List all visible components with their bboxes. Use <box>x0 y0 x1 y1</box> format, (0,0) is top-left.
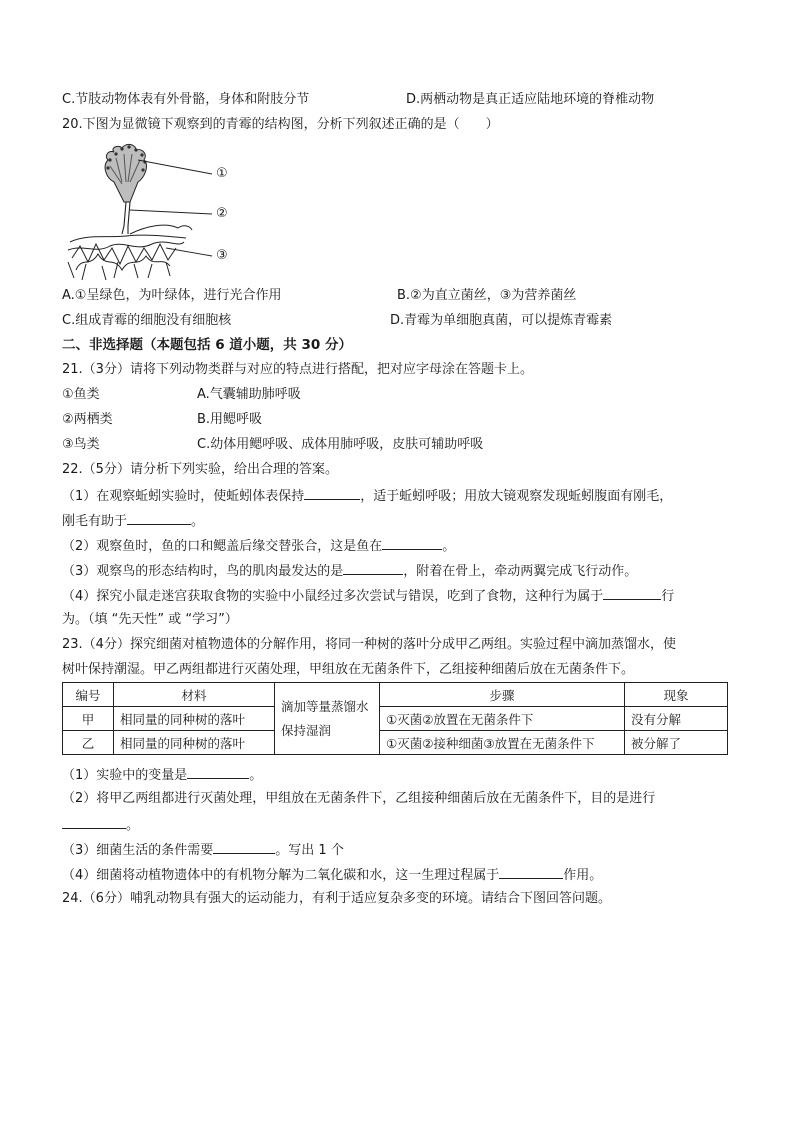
q23-p3-text-a: （3）细菌生活的条件需要 <box>62 843 214 858</box>
q23-p3-text-b: 。写出 1 个 <box>275 843 344 858</box>
q22-p1-blank-2[interactable] <box>127 511 191 525</box>
figure-label-2: ② <box>216 206 228 221</box>
q22-part1-line2 <box>62 511 204 531</box>
figure-label-1: ① <box>216 166 228 181</box>
q22-part1-line1 <box>62 486 672 506</box>
q23-p4-blank[interactable] <box>499 865 563 879</box>
q22-p2-blank[interactable] <box>382 536 442 550</box>
q19-option-d: D.两栖动物是真正适应陆地环境的脊椎动物 <box>406 92 655 107</box>
q22-p3-blank[interactable] <box>343 561 403 575</box>
q23-p2-blank[interactable] <box>62 815 126 829</box>
q21-left-1: ①鱼类 <box>62 387 100 402</box>
q22-p3-text-b: ，附着在骨上，牵动两翼完成飞行动作。 <box>403 564 638 579</box>
q23-p1-text-a: （1）实验中的变量是 <box>62 768 188 783</box>
header-result: 现象 <box>625 683 728 707</box>
q23-p2-text-b: 。 <box>126 818 140 833</box>
q23-p3-blank[interactable] <box>213 840 275 854</box>
q22-p2-text-a: （2）观察鱼时，鱼的口和鳃盖后缘交替张合，这是鱼在 <box>62 539 383 554</box>
q22-p4-text-b: 行 <box>661 589 675 604</box>
q23-part3 <box>62 840 344 860</box>
q23-stem-line1: 23.（4分）探究细菌对植物遗体的分解作用，将同一种树的落叶分成甲乙两组。实验过程中滴加蒸馏水，使 <box>62 637 676 652</box>
q23-p4-text-a: （4）细菌将动植物遗体中的有机物分解为二氧化碳和水，这一生理过程属于 <box>62 868 500 883</box>
table-row <box>63 731 728 755</box>
q22-part3 <box>62 561 637 581</box>
table-row <box>63 707 728 731</box>
q20-option-c: C.组成青霉的细胞没有细胞核 <box>62 313 232 328</box>
q23-p1-blank[interactable] <box>187 765 249 779</box>
q21-right-3: C.幼体用鳃呼吸、成体用肺呼吸，皮肤可辅助呼吸 <box>197 437 484 452</box>
q22-p1-text-a: （1）在观察蚯蚓实验时，使蚯蚓体表保持 <box>62 489 305 504</box>
q22-p3-text-a: （3）观察鸟的形态结构时，鸟的肌肉最发达的是 <box>62 564 344 579</box>
experiment-table <box>62 682 728 755</box>
q24-stem: 24.（6分）哺乳动物具有强大的运动能力，有利于适应复杂多变的环境。请结合下图回答问题。 <box>62 891 611 906</box>
q21-left-3: ③鸟类 <box>62 437 100 452</box>
q21-right-2: B.用鳃呼吸 <box>197 412 263 427</box>
row-result: 没有分解 <box>625 707 728 731</box>
q22-p4-blank[interactable] <box>603 586 661 600</box>
merged-water-cell <box>275 683 380 755</box>
q20-option-d: D.青霉为单细胞真菌，可以提炼青霉素 <box>390 313 613 328</box>
row-step: ①灭菌②放置在无菌条件下 <box>380 707 625 731</box>
row-step: ①灭菌②接种细菌③放置在无菌条件下 <box>380 731 625 755</box>
merged-water-text: 滴加等量蒸馏水保持湿润 <box>281 698 369 738</box>
q22-p1-blank-1[interactable] <box>304 486 360 500</box>
q22-part4-line2: 为。（填 “先天性” 或 “学习”） <box>62 612 238 627</box>
q20-option-a: A.①呈绿色，为叶绿体，进行光合作用 <box>62 288 282 303</box>
row-id: 甲 <box>63 707 114 731</box>
figure-label-3: ③ <box>216 248 228 263</box>
q23-part2-line1: （2）将甲乙两组都进行灭菌处理，甲组放在无菌条件下，乙组接种细菌后放在无菌条件下，目的是进行 <box>62 791 656 806</box>
q22-p1-text-c: 刚毛有助于 <box>62 514 128 529</box>
q20-option-b: B.②为直立菌丝，③为营养菌丝 <box>397 288 577 303</box>
row-material: 相同量的同种树的落叶 <box>114 707 275 731</box>
q22-p1-text-b: ，适于蚯蚓呼吸；用放大镜观察发现蚯蚓腹面有刚毛， <box>360 489 673 504</box>
q22-p4-text-a: （4）探究小鼠走迷宫获取食物的实验中小鼠经过多次尝试与错误，吃到了食物，这种行为属于 <box>62 589 604 604</box>
q22-stem: 22.（5分）请分析下列实验，给出合理的答案。 <box>62 462 338 477</box>
penicillium-figure <box>66 138 246 283</box>
header-id: 编号 <box>63 683 114 707</box>
q23-p4-text-b: 作用。 <box>563 868 603 883</box>
section-title: 二、非选择题（本题包括 6 道小题，共 30 分） <box>62 337 352 353</box>
q23-p1-text-b: 。 <box>249 768 263 783</box>
q23-part2-line2 <box>62 815 139 835</box>
q22-part4-line1 <box>62 586 674 606</box>
q20-stem: 20.下图为显微镜下观察到的青霉的结构图，分析下列叙述正确的是（ ） <box>62 117 499 132</box>
q23-stem-line2: 树叶保持潮湿。甲乙两组都进行灭菌处理，甲组放在无菌条件下，乙组接种细菌后放在无菌条件下。 <box>62 662 635 677</box>
q22-p1-text-d: 。 <box>191 514 205 529</box>
q19-option-c: C.节肢动物体表有外骨骼，身体和附肢分节 <box>62 92 310 107</box>
row-result: 被分解了 <box>625 731 728 755</box>
header-material: 材料 <box>114 683 275 707</box>
table-header-row <box>63 683 728 707</box>
q21-right-1: A.气囊辅助肺呼吸 <box>197 387 301 402</box>
q21-stem: 21.（3分）请将下列动物类群与对应的特点进行搭配，把对应字母涂在答题卡上。 <box>62 362 533 377</box>
q23-part4 <box>62 865 602 885</box>
q21-left-2: ②两栖类 <box>62 412 113 427</box>
q23-part1 <box>62 765 262 785</box>
header-steps: 步骤 <box>380 683 625 707</box>
row-material: 相同量的同种树的落叶 <box>114 731 275 755</box>
row-id: 乙 <box>63 731 114 755</box>
q22-p2-text-b: 。 <box>442 539 456 554</box>
q22-part2 <box>62 536 455 556</box>
